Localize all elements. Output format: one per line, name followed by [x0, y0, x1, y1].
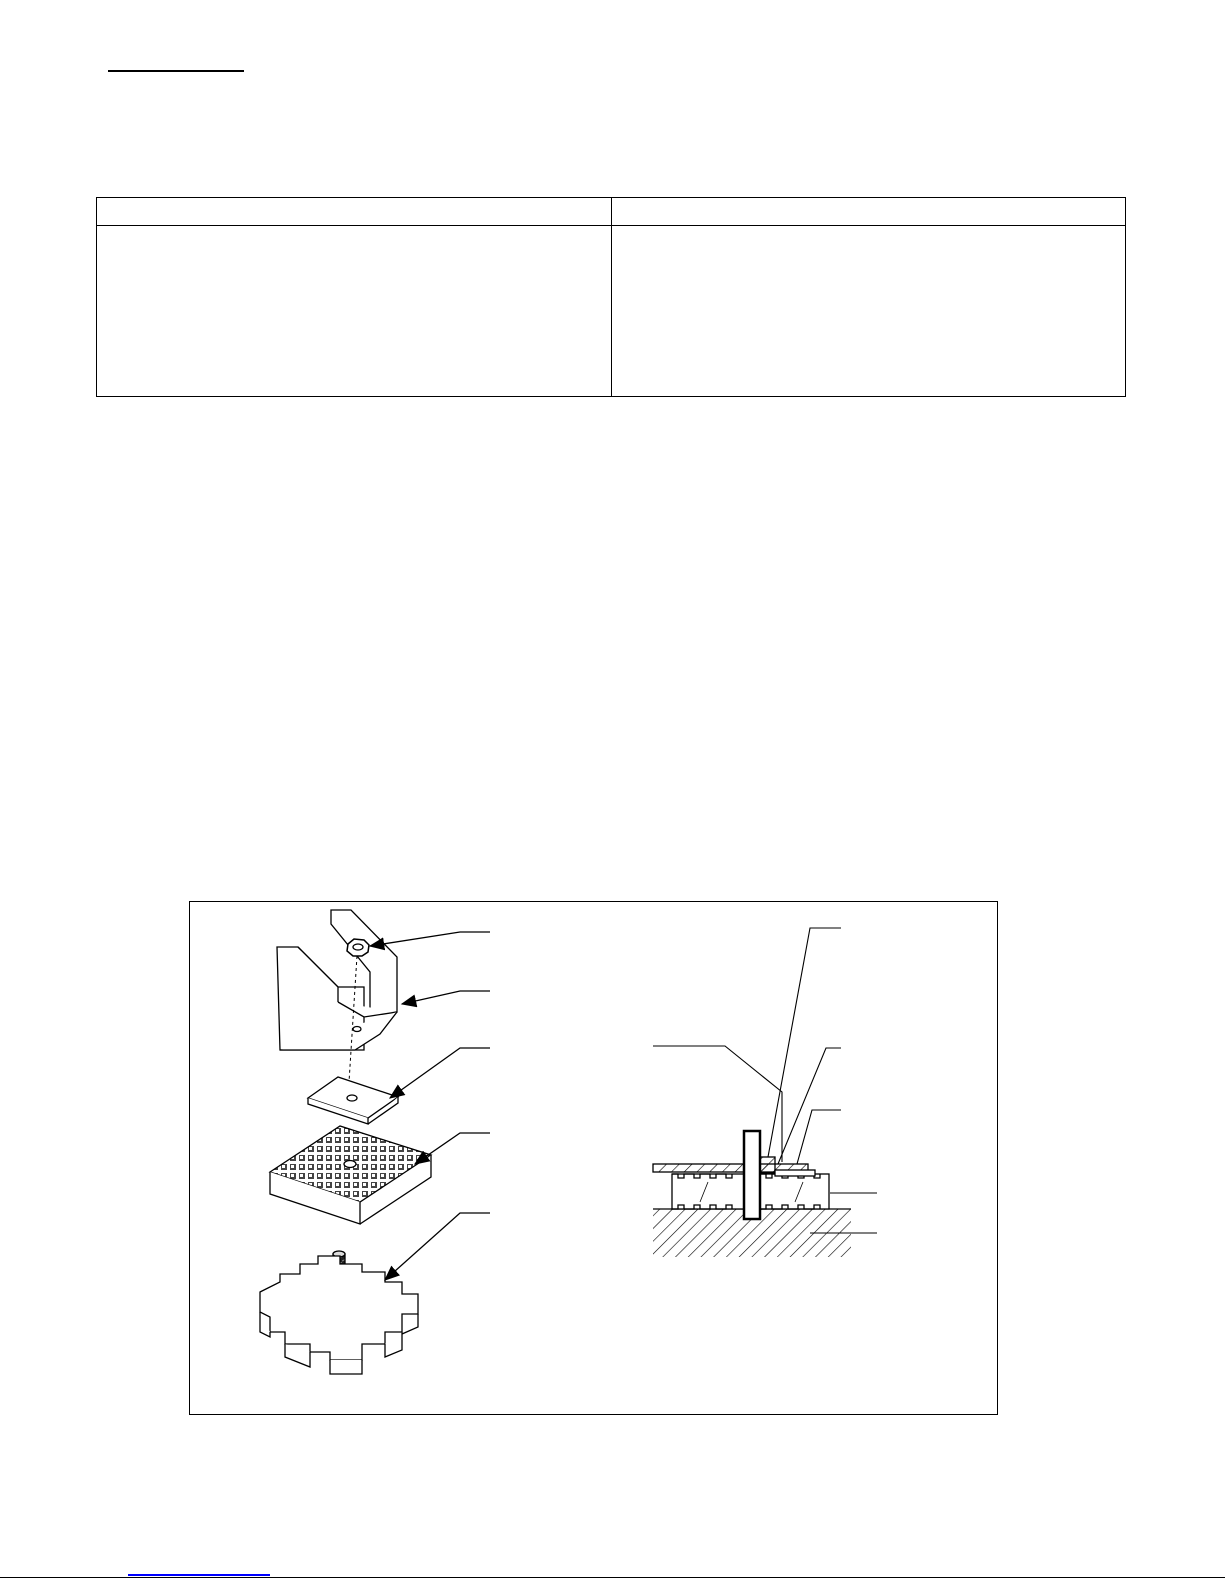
callout-base	[385, 1213, 490, 1280]
callout-nut-section	[778, 1048, 841, 1164]
rubber-pad-icon	[270, 1126, 431, 1224]
nut-icon	[347, 939, 369, 956]
assembly-diagram	[190, 902, 997, 1414]
callout-bracket	[402, 991, 490, 1004]
spec-table	[96, 197, 1126, 397]
heading-underline	[108, 70, 244, 72]
washer-section	[775, 1170, 815, 1176]
bracket-icon	[277, 910, 397, 1050]
exploded-view	[260, 910, 431, 1374]
callout-nut	[370, 932, 490, 946]
table-row	[97, 226, 1126, 397]
footer-rule	[0, 1577, 1225, 1578]
callout-washer-section	[797, 1110, 841, 1164]
callout-bracket-section	[653, 1046, 782, 1162]
stud-section	[744, 1131, 760, 1219]
callout-stud	[768, 928, 841, 1157]
figure-frame	[189, 901, 998, 1415]
table-cell-left	[97, 226, 612, 397]
table-header-row	[97, 198, 1126, 226]
table-header-cell-right	[611, 198, 1126, 226]
section-view	[653, 1131, 851, 1257]
footer-link-underline[interactable]	[128, 1574, 270, 1576]
washer-plate-icon	[308, 1077, 398, 1124]
table-cell-right	[611, 226, 1126, 397]
base-block-icon	[260, 1256, 418, 1374]
callout-washer	[390, 1048, 490, 1098]
callout-pad	[415, 1133, 490, 1164]
table-header-cell-left	[97, 198, 612, 226]
